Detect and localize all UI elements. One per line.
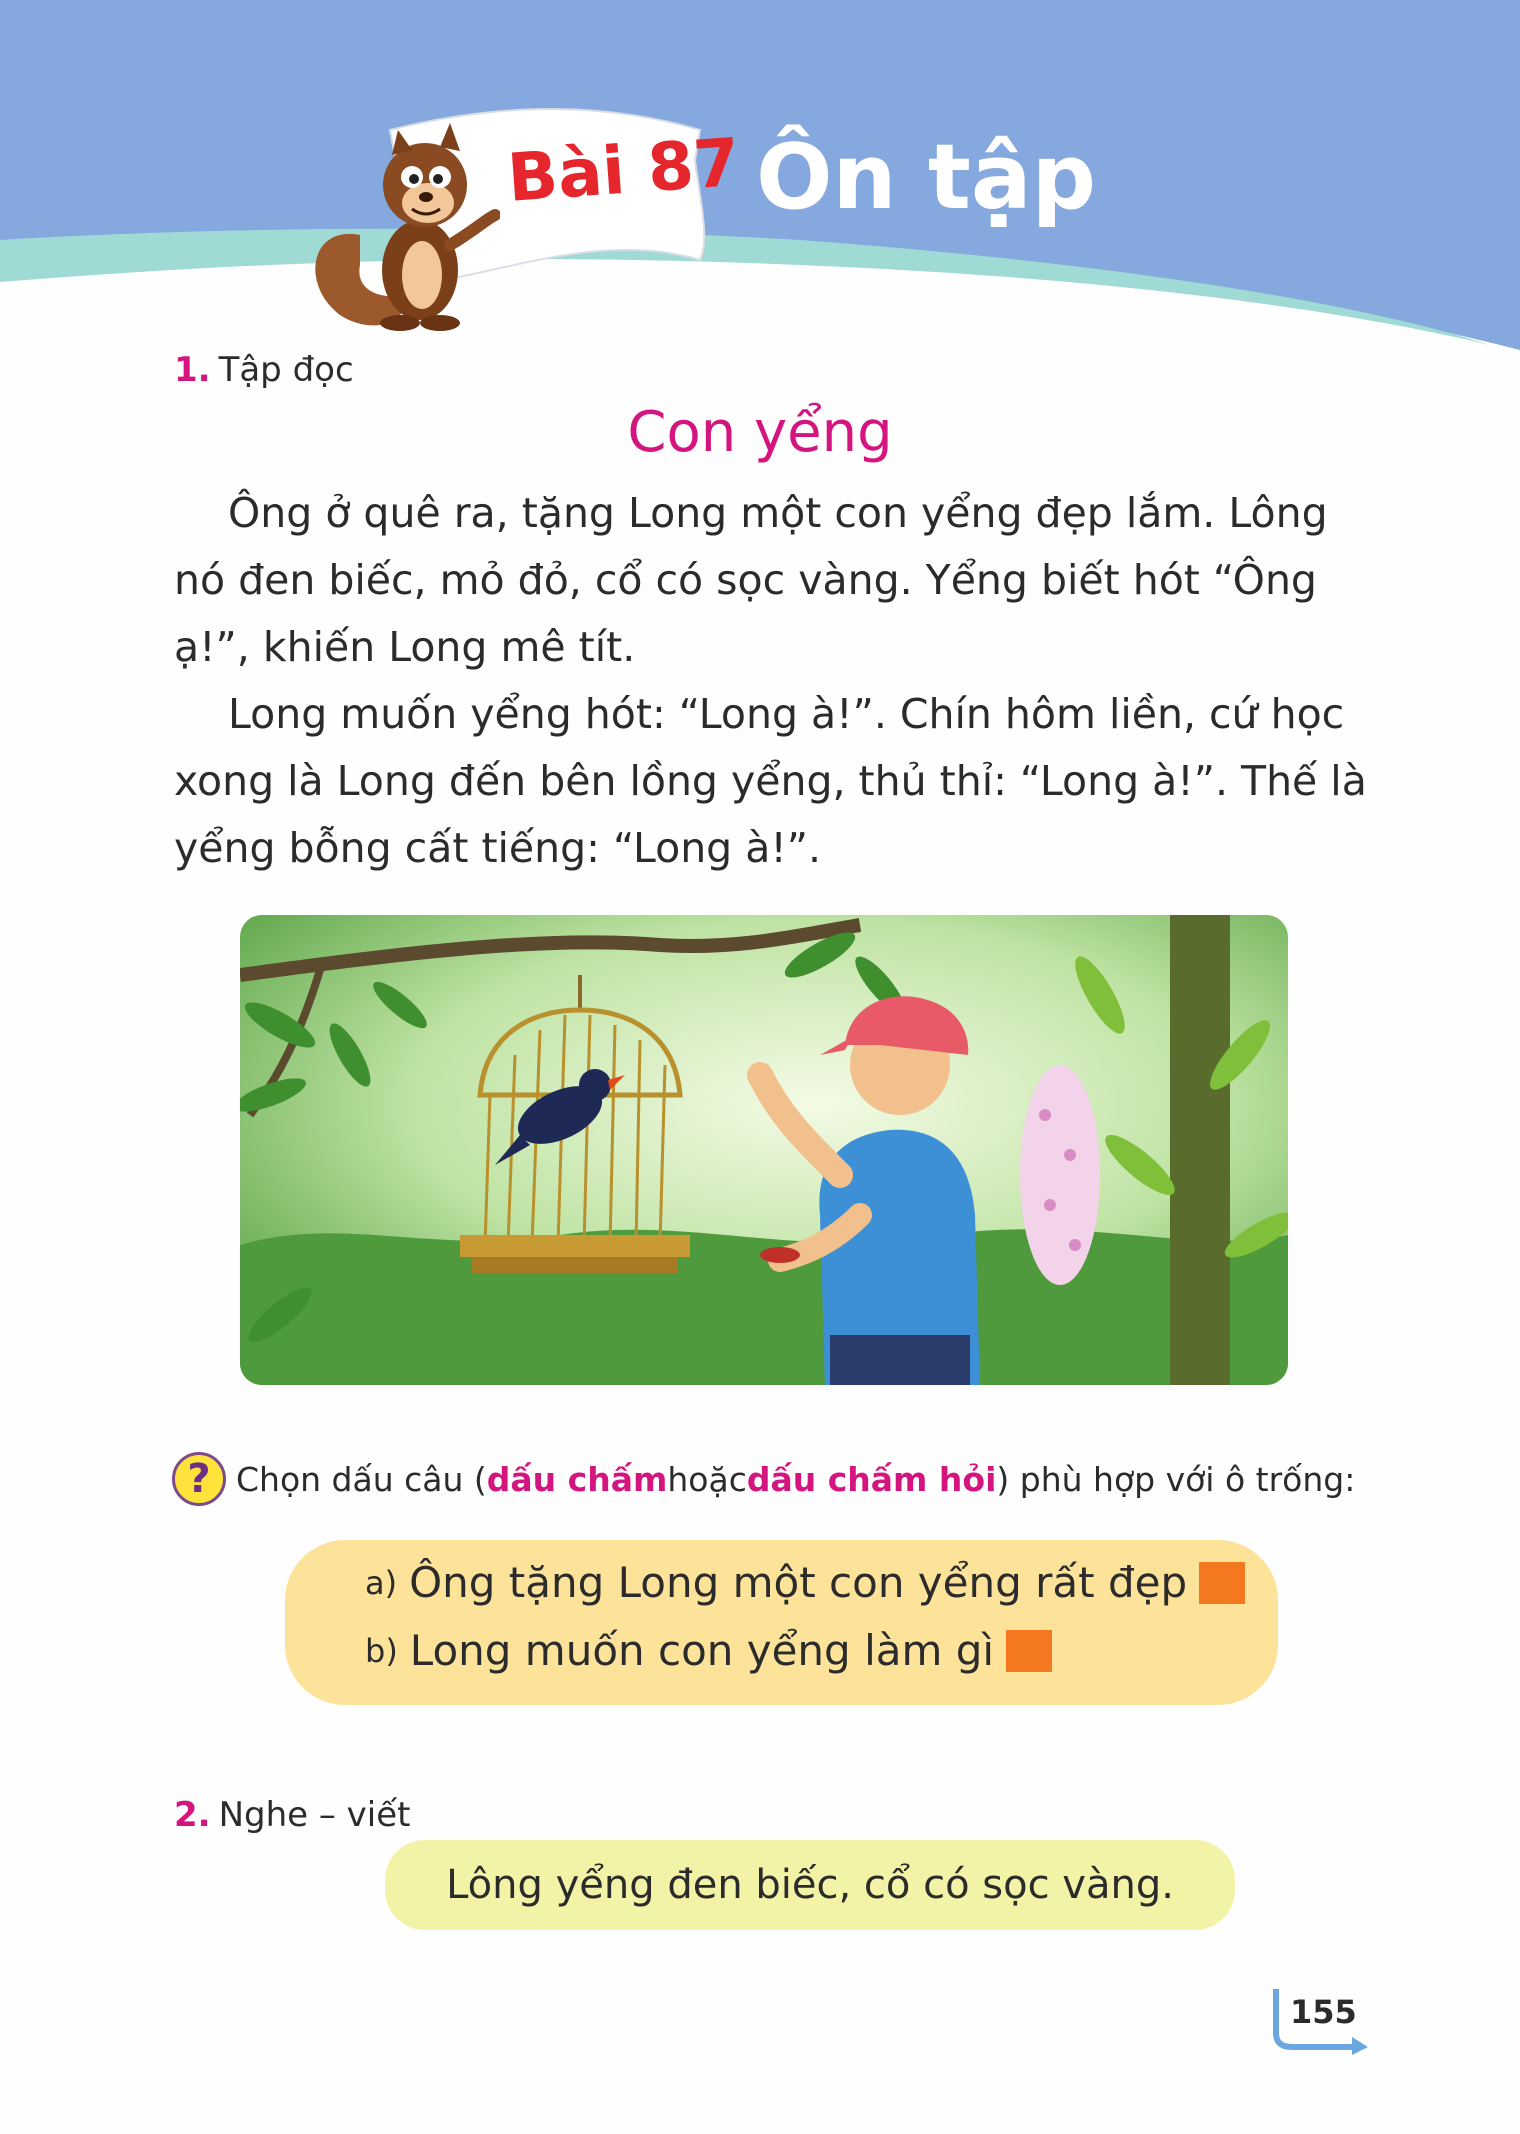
answer-blank-b[interactable]: [1006, 1630, 1052, 1672]
boy-birdcage-illustration: [240, 915, 1288, 1385]
answer-text-a: Ông tặng Long một con yểng rất đẹp: [409, 1558, 1188, 1607]
story-illustration: [240, 915, 1288, 1385]
answer-label-a: a): [365, 1563, 398, 1602]
section-2-number: 2.: [174, 1795, 211, 1835]
question-text-middle: hoặc: [667, 1459, 747, 1499]
answer-text-b: Long muốn con yểng làm gì: [409, 1626, 995, 1675]
section-1-number: 1.: [174, 350, 211, 390]
answer-item-a: [365, 1558, 1245, 1607]
question-icon: ?: [172, 1452, 226, 1506]
question-text-before: Chọn dấu câu (: [236, 1459, 487, 1499]
answer-label-b: b): [365, 1631, 398, 1670]
question-prompt: [172, 1452, 1355, 1506]
page-number-badge: [1268, 1985, 1378, 2055]
section-1-title: Tập đọc: [218, 350, 354, 390]
story-text: [174, 480, 1374, 882]
story-paragraph-2: Long muốn yểng hót: “Long à!”. Chín hôm liền, cứ học xong là Long đến bên lồng yểng, thủ thỉ: “Long à!”. Thế là yểng bỗng cất tiếng: “Long à!”.: [174, 690, 1367, 872]
section-2-title: Nghe – viết: [218, 1795, 411, 1835]
section-1-heading: [174, 350, 354, 390]
answer-blank-a[interactable]: [1199, 1562, 1245, 1604]
question-text-after: ) phù hợp với ô trống:: [996, 1459, 1356, 1499]
section-2-heading: [174, 1795, 411, 1835]
dictation-sentence: Lông yểng đen biếc, cổ có sọc vàng.: [385, 1840, 1235, 1930]
lesson-number: Bài 87: [505, 123, 743, 217]
question-em-question-mark: dấu chấm hỏi: [746, 1459, 997, 1499]
story-title: Con yểng: [627, 400, 893, 465]
answers-panel: [285, 1540, 1278, 1705]
question-em-period: dấu chấm: [486, 1459, 668, 1499]
page-number: 155: [1290, 1993, 1357, 2031]
answer-item-b: [365, 1626, 1052, 1675]
lesson-title: Ôn tập: [756, 125, 1097, 230]
squirrel-icon: [300, 115, 500, 335]
story-paragraph-1: Ông ở quê ra, tặng Long một con yểng đẹp lắm. Lông nó đen biếc, mỏ đỏ, cổ có sọc vàng. Yểng biết hót “Ông ạ!”, khiến Long mê tít.: [174, 489, 1328, 671]
